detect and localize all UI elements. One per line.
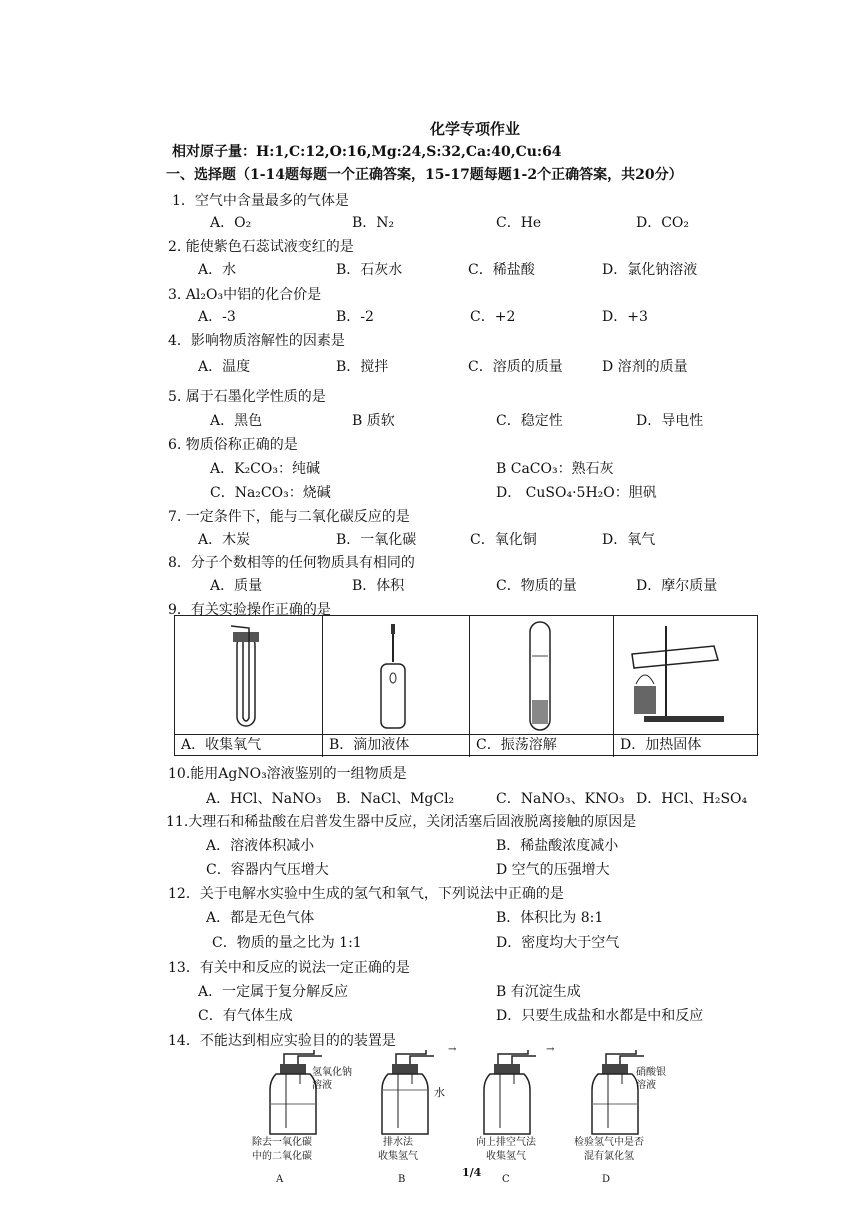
section-heading: 一、选择题（1-14题每题一个正确答案，15-17题每题1-2个正确答案，共20分） — [166, 167, 683, 183]
q14-b-letter: B — [398, 1174, 406, 1185]
question-10-stem: 10.能用AgNO₃溶液鉴别的一组物质是 — [168, 766, 407, 782]
q2-option-c: C．稀盐酸 — [468, 262, 535, 278]
q7-option-d: D．氧气 — [602, 532, 656, 548]
q1-option-a: A．O₂ — [210, 215, 252, 231]
q14-a-caption: 除去一氧化碳 中的二氧化碳 — [252, 1137, 312, 1162]
q4-option-a: A．温度 — [198, 359, 251, 375]
q2-option-b: B．石灰水 — [336, 262, 403, 278]
q8-option-b: B．体积 — [352, 578, 405, 594]
q13-option-a: A．一定属于复分解反应 — [198, 984, 349, 1000]
q14-figure-a — [246, 1050, 356, 1200]
q3-option-a: A．-3 — [198, 309, 236, 325]
question-9-stem: 9．有关实验操作正确的是 — [168, 602, 331, 618]
q1-option-d: D．CO₂ — [636, 215, 690, 231]
q8-option-d: D．摩尔质量 — [636, 578, 718, 594]
q3-option-b: B．-2 — [336, 309, 374, 325]
q4-option-c: C．溶质的质量 — [468, 359, 563, 375]
gas-bottle-icon — [584, 1050, 654, 1140]
test-tube-collect-icon — [175, 616, 321, 734]
q9-figure-c — [470, 616, 614, 734]
q6-option-a: A．K₂CO₃：纯碱 — [210, 461, 320, 477]
question-3-stem: 3. Al₂O₃中铝的化合价是 — [168, 287, 322, 303]
q14-d-letter: D — [602, 1174, 611, 1185]
q6-option-b: B CaCO₃：熟石灰 — [496, 461, 614, 477]
atomic-mass-line: 相对原子量：H:1,C:12,O:16,Mg:24,S:32,Ca:40,Cu:64 — [172, 144, 562, 160]
q14-d-caption: 检验氢气中是否 混有氯化氢 — [574, 1137, 644, 1162]
page-title: 化学专项作业 — [430, 120, 521, 138]
arrow-icon: → — [448, 1044, 457, 1055]
q14-d-reagent: 硝酸银 溶液 — [636, 1067, 666, 1091]
q10-option-c: C．NaNO₃、KNO₃ — [496, 791, 625, 807]
q11-option-d: D 空气的压强增大 — [496, 862, 610, 878]
question-11-stem: 11.大理石和稀盐酸在启普发生器中反应，关闭活塞后固液脱离接触的原因是 — [166, 814, 637, 830]
q8-option-c: C．物质的量 — [496, 578, 577, 594]
q7-option-a: A．木炭 — [198, 532, 251, 548]
q9-caption-b: B．滴加液体 — [323, 734, 470, 757]
q3-option-d: D．+3 — [602, 309, 648, 325]
q14-c-letter: C — [502, 1174, 510, 1185]
question-14-stem: 14．不能达到相应实验目的的装置是 — [168, 1033, 396, 1049]
question-4-stem: 4．影响物质溶解性的因素是 — [168, 333, 345, 349]
q9-figure-d — [614, 616, 759, 734]
q14-figure-c — [472, 1050, 572, 1200]
q5-option-a: A．黑色 — [210, 413, 263, 429]
q11-option-b: B．稀盐酸浓度减小 — [496, 838, 619, 854]
q14-b-caption: 排水法 收集氢气 — [378, 1137, 418, 1162]
q6-option-c: C．Na₂CO₃：烧碱 — [210, 485, 331, 501]
q10-option-a: A．HCl、NaNO₃ — [206, 791, 322, 807]
page-number: 1/4 — [462, 1166, 482, 1179]
question-5-stem: 5. 属于石墨化学性质的是 — [168, 389, 326, 405]
q12-option-c: C．物质的量之比为 1:1 — [212, 935, 362, 951]
q5-option-b: B 质软 — [352, 413, 395, 429]
q3-option-c: C．+2 — [470, 309, 516, 325]
q9-figure-b — [323, 616, 470, 734]
q9-caption-d: D．加热固体 — [614, 734, 759, 757]
q13-option-c: C．有气体生成 — [198, 1008, 293, 1024]
q9-figure-a — [175, 616, 323, 734]
q11-option-a: A．溶液体积减小 — [206, 838, 315, 854]
q7-option-b: B．一氧化碳 — [336, 532, 417, 548]
question-7-stem: 7. 一定条件下，能与二氧化碳反应的是 — [168, 509, 410, 525]
q4-option-d: D 溶剂的质量 — [602, 359, 688, 375]
dropper-icon — [323, 616, 469, 734]
q4-option-b: B．搅拌 — [336, 359, 389, 375]
q12-option-a: A．都是无色气体 — [206, 910, 315, 926]
q6-option-d: D． CuSO₄·5H₂O：胆矾 — [496, 485, 657, 501]
q11-option-c: C．容器内气压增大 — [206, 862, 329, 878]
q14-a-reagent: 氢氧化钠 溶液 — [312, 1067, 352, 1091]
question-12-stem: 12．关于电解水实验中生成的氢气和氧气，下列说法中正确的是 — [168, 886, 564, 902]
arrow-icon: → — [546, 1044, 555, 1055]
q9-caption-a: A．收集氧气 — [175, 734, 323, 757]
q10-option-d: D．HCl、H₂SO₄ — [636, 791, 748, 807]
question-8-stem: 8．分子个数相等的任何物质具有相同的 — [168, 555, 415, 571]
q5-option-d: D．导电性 — [636, 413, 704, 429]
q1-option-c: C．He — [496, 215, 542, 231]
q2-option-d: D．氯化钠溶液 — [602, 262, 698, 278]
q7-option-c: C．氧化铜 — [470, 532, 537, 548]
q14-a-letter: A — [276, 1174, 284, 1185]
q10-option-b: B．NaCl、MgCl₂ — [336, 791, 455, 807]
q14-figure-b — [368, 1050, 468, 1200]
q9-caption-c: C．振荡溶解 — [470, 734, 614, 757]
q2-option-a: A．水 — [198, 262, 237, 278]
gas-bottle-icon — [262, 1050, 332, 1140]
q5-option-c: C．稳定性 — [496, 413, 563, 429]
question-6-stem: 6. 物质俗称正确的是 — [168, 437, 298, 453]
q1-option-b: B．N₂ — [352, 215, 395, 231]
question-13-stem: 13．有关中和反应的说法一定正确的是 — [168, 960, 410, 976]
q13-option-d: D．只要生成盐和水都是中和反应 — [496, 1008, 704, 1024]
test-tube-shake-icon — [470, 616, 614, 734]
q14-figure-d — [574, 1050, 694, 1200]
question-1-stem: 1．空气中含量最多的气体是 — [172, 193, 349, 209]
q8-option-a: A．质量 — [210, 578, 263, 594]
heating-apparatus-icon — [614, 616, 759, 734]
q12-option-b: B．体积比为 8:1 — [496, 910, 604, 926]
gas-bottle-icon — [476, 1050, 546, 1140]
q9-figure-table — [174, 615, 758, 756]
q14-c-caption: 向上排空气法 收集氢气 — [476, 1137, 536, 1162]
q13-option-b: B 有沉淀生成 — [496, 984, 581, 1000]
q14-b-reagent: 水 — [434, 1086, 445, 1099]
question-2-stem: 2. 能使紫色石蕊试液变红的是 — [168, 239, 354, 255]
q12-option-d: D．密度均大于空气 — [496, 935, 620, 951]
